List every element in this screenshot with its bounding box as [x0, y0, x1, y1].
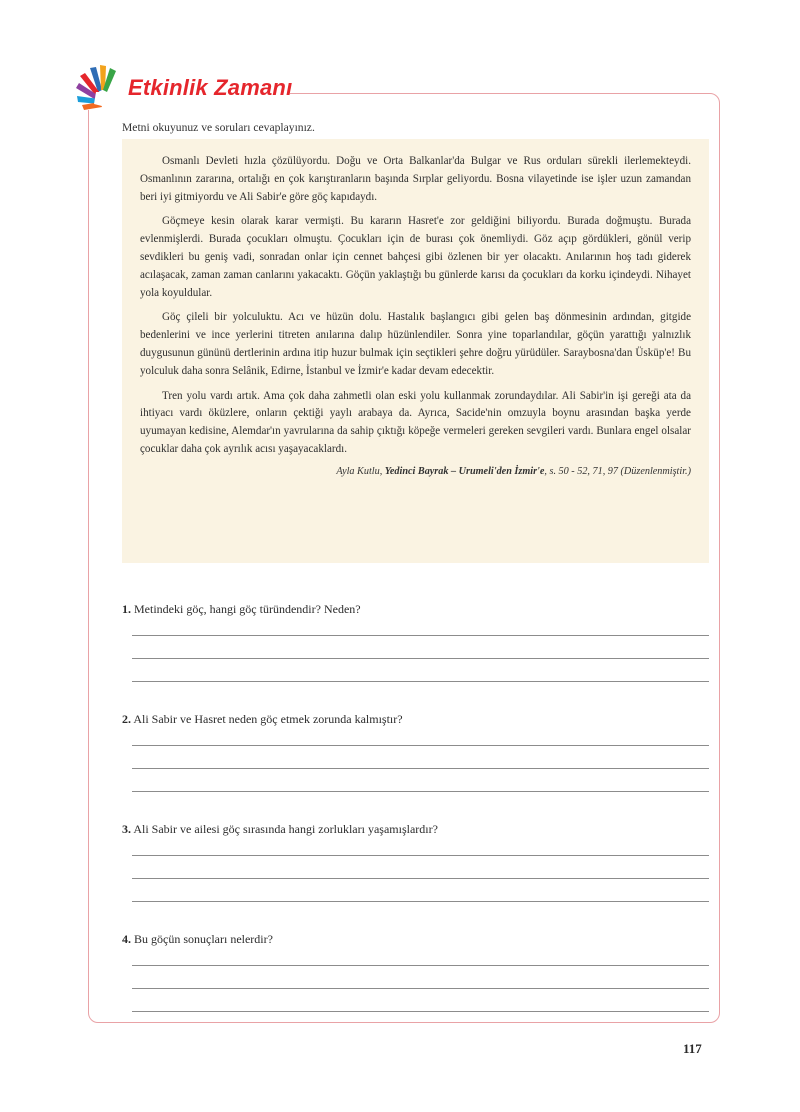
question-2 [122, 712, 709, 727]
question-3 [122, 822, 709, 837]
answer-line[interactable] [132, 878, 709, 879]
question-1-text: Metindeki göç, hangi göç türündendir? Neden? [134, 602, 361, 616]
passage-paragraph-3: Göç çileli bir yolculuktu. Acı ve hüzün dolu. Hastalık başlangıcı gibi gelen baş dönmesinin ardından, gitgide bedenlerini ve ince yerlerini titreten anılarına dalıp hüzünlendiler. Sonra yine toparlandılar, göçün yarattığı yalnızlık duygusunun gününü dertlerinin ardına itip huzur bulmak için seçtikleri şehre doğru yürüdüler. Saraybosna'dan Üsküp'e! Bu yolculuk daha sonra Selânik, Edirne, İstanbul ve İzmir'e kadar devam edecektir. [140, 311, 691, 377]
page-number: 117 [683, 1041, 702, 1056]
answer-line[interactable] [132, 791, 709, 792]
answer-line[interactable] [132, 658, 709, 659]
question-2-text: Ali Sabir ve Hasret neden göç etmek zorunda kalmıştır? [133, 712, 403, 726]
citation-author: Ayla Kutlu, [336, 465, 385, 477]
question-4 [122, 932, 709, 947]
question-1 [122, 602, 709, 617]
passage-citation [140, 466, 691, 477]
activity-title: Etkinlik Zamanı [128, 75, 293, 100]
passage-paragraph-4: Tren yolu vardı artık. Ama çok daha zahmetli olan eski yolu kullanmak zorundaydılar. Ali Sabir'in işi gereği ata da ihtiyacı vardı öküzlere, onların çektiği yaylı arabaya da. Ayrıca, Sacide'nin omzuyla boynu arasından başka yerde uyumayan kedisine, Alemdar'ın yavrularına da sahip çıktığı köpeğe vermeleri gereken sevgileri vardı. Bunlara engel olsalar çocuklar daha çok ayrılık acısı yaşayacaklardı. [140, 389, 691, 455]
question-4-prompt [122, 932, 709, 947]
passage-paragraph-1: Osmanlı Devleti hızla çözülüyordu. Doğu ve Orta Balkanlar'da Bulgar ve Rus orduları sürekli ilerlemekteydi. Osmanlının zararına, ortalığı en çok karıştıranların başında Sırplar geliyordu. Bosna vilayetinde ise işler uzun zamandan beri iyi gitmiyordu ve Ali Sabir'e göre göç kapıdaydı. [140, 155, 691, 203]
question-4-number: 4. [122, 932, 131, 946]
answer-line[interactable] [132, 988, 709, 989]
question-4-text: Bu göçün sonuçları nelerdir? [134, 932, 273, 946]
citation-title: Yedinci Bayrak – Urumeli'den İzmir'e [384, 465, 545, 477]
answer-line[interactable] [132, 965, 709, 966]
answer-line[interactable] [132, 681, 709, 682]
pencils-logo-icon [72, 62, 134, 114]
passage-paragraph-2: Göçmeye kesin olarak karar vermişti. Bu kararın Hasret'e zor geldiğini biliyordu. Burada doğmuştu. Burada evlenmişlerdi. Burada çocukları olmuştu. Çocukları için de burası çok önemliydi. Göz açıp gördükleri, gönül verip sevdikleri bu geniş vadi, sonradan onlar için cennet bahçesi gibi özlenen bir yer olacaktı. Anılarının hoş tadı giderek acılaşacak, zaman zaman canlarını yakacaktı. Göçün yaklaştığı bu günlerde karısı da çocukları da korku içindeydi. Nihayet yola koyuldular. [140, 215, 691, 299]
instruction-text: Metni okuyunuz ve soruları cevaplayınız. [122, 121, 315, 134]
question-3-number: 3. [122, 822, 131, 836]
answer-line[interactable] [132, 1011, 709, 1012]
answer-line[interactable] [132, 768, 709, 769]
reading-passage [122, 139, 709, 563]
answer-line[interactable] [132, 855, 709, 856]
answer-line[interactable] [132, 745, 709, 746]
answer-line[interactable] [132, 635, 709, 636]
question-1-number: 1. [122, 602, 131, 616]
answer-line[interactable] [132, 901, 709, 902]
question-3-prompt [122, 822, 709, 837]
question-1-prompt [122, 602, 709, 617]
question-2-prompt [122, 712, 709, 727]
question-2-number: 2. [122, 712, 131, 726]
citation-pages: , s. 50 - 52, 71, 97 (Düzenlenmiştir.) [544, 465, 691, 477]
question-3-text: Ali Sabir ve ailesi göç sırasında hangi zorlukları yaşamışlardır? [133, 822, 438, 836]
